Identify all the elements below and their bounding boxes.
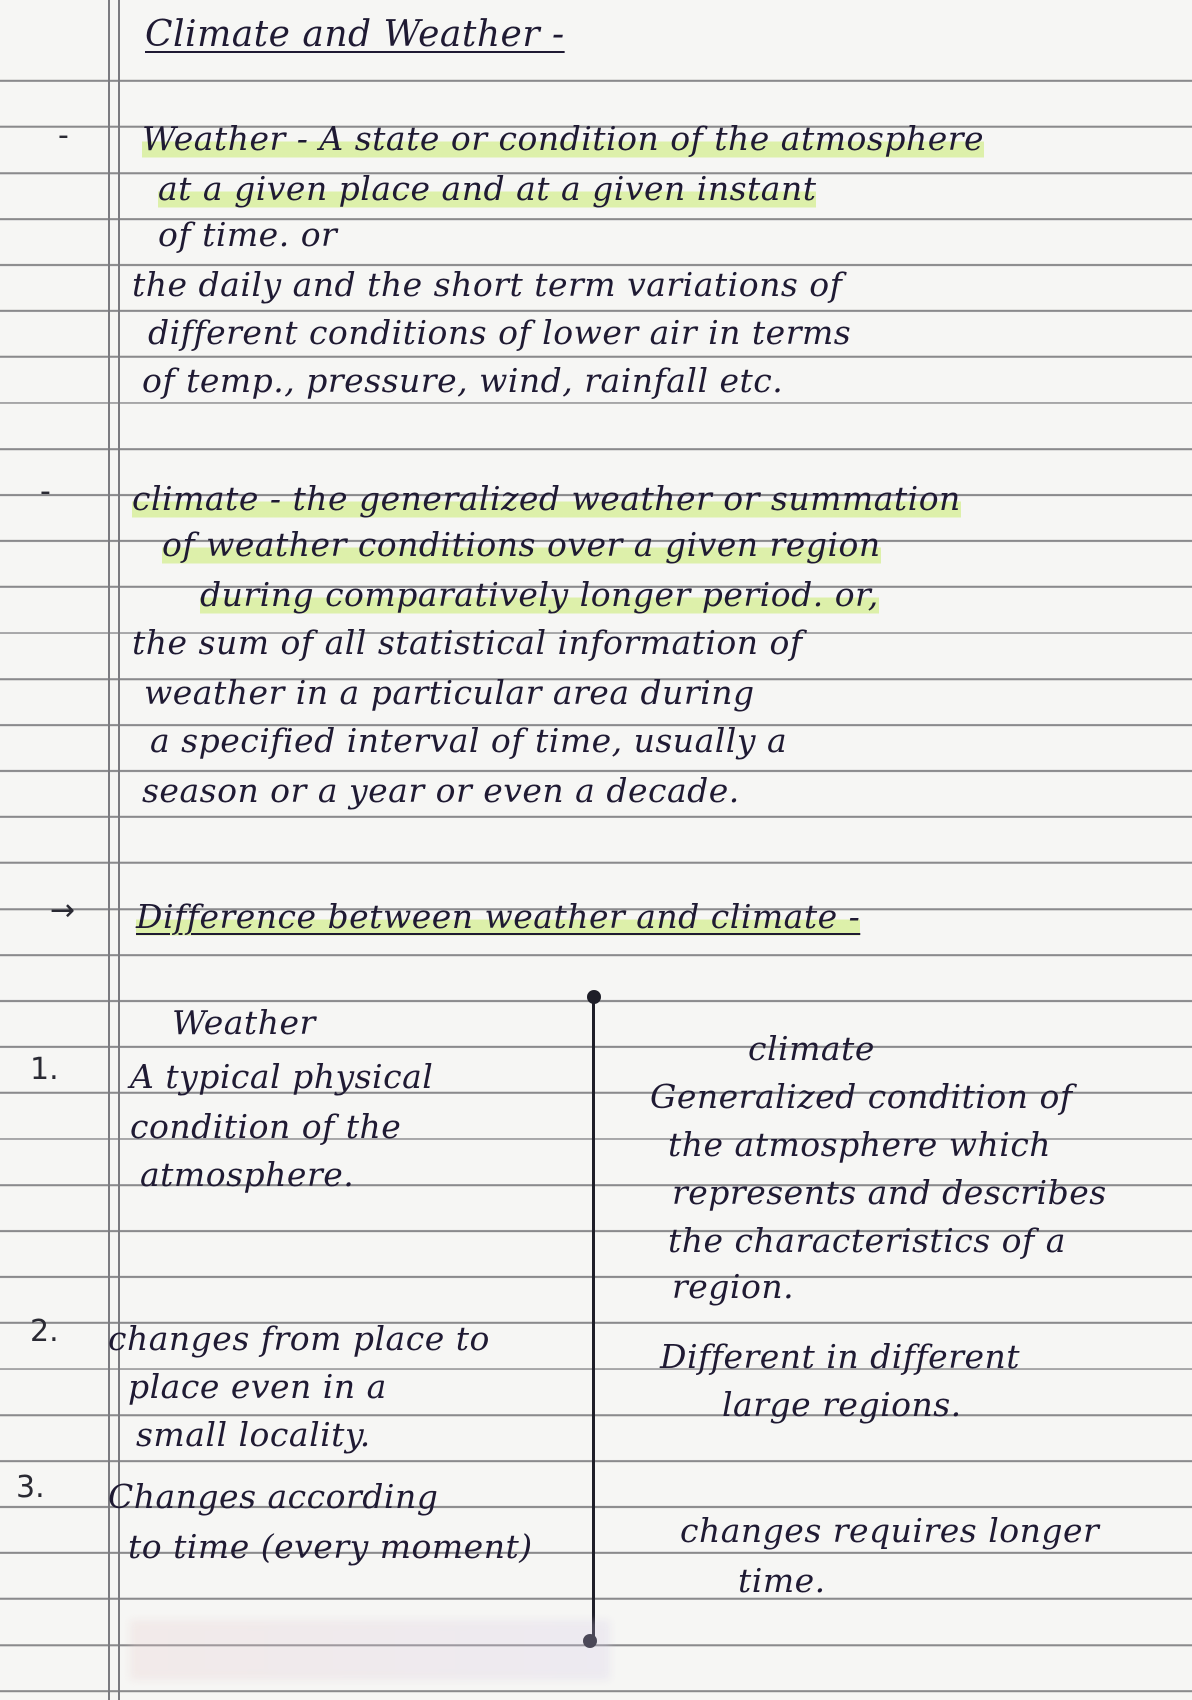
- weather-cell-line: condition of the: [130, 1107, 402, 1146]
- weather-def-line: of time. or: [158, 215, 338, 254]
- row-number: 3.: [16, 1470, 45, 1505]
- climate-cell-line: changes requires longer: [680, 1511, 1100, 1550]
- climate-def-line: climate - the generalized weather or summation: [132, 476, 961, 522]
- col-heading-climate: climate: [748, 1029, 875, 1068]
- difference-heading: Difference between weather and climate -: [136, 894, 860, 940]
- row-number: 2.: [30, 1314, 59, 1349]
- row-number: 1.: [30, 1052, 59, 1087]
- climate-cell-line: represents and describes: [672, 1173, 1107, 1212]
- divider-dot: [587, 990, 601, 1004]
- weather-cell-line: A typical physical: [130, 1057, 434, 1096]
- climate-def-line: season or a year or even a decade.: [142, 771, 740, 810]
- weather-def-line: different conditions of lower air in terms: [148, 313, 852, 352]
- weather-cell-line: atmosphere.: [140, 1155, 355, 1194]
- climate-cell-line: the atmosphere which: [668, 1125, 1052, 1164]
- climate-cell-line: Generalized condition of: [650, 1077, 1073, 1116]
- weather-cell-line: changes from place to: [108, 1319, 490, 1358]
- climate-def-line: a specified interval of time, usually a: [150, 721, 788, 760]
- col-heading-weather: Weather: [172, 1003, 316, 1042]
- arrow-icon: →: [50, 893, 76, 928]
- climate-def-line: the sum of all statistical information of: [132, 623, 803, 662]
- weather-def-line: of temp., pressure, wind, rainfall etc.: [142, 361, 784, 400]
- weather-def-line: at a given place and at a given instant: [158, 166, 816, 212]
- column-divider: [592, 997, 595, 1643]
- weather-def-line: the daily and the short term variations of: [132, 265, 843, 304]
- climate-cell-line: the characteristics of a: [668, 1221, 1066, 1260]
- bullet-dash: -: [58, 118, 69, 153]
- bullet-dash: -: [40, 474, 51, 509]
- climate-cell-line: time.: [738, 1561, 826, 1600]
- weather-cell-line: Changes according: [108, 1477, 439, 1516]
- weather-cell-line: place even in a: [128, 1367, 387, 1406]
- climate-def-line: weather in a particular area during: [144, 673, 755, 712]
- margin-line: [118, 0, 120, 1700]
- climate-cell-line: large regions.: [722, 1385, 962, 1424]
- page-title: Climate and Weather -: [145, 14, 565, 55]
- climate-def-line: during comparatively longer period. or,: [200, 572, 879, 618]
- weather-cell-line: small locality.: [136, 1415, 371, 1454]
- bleed-through-smudge: [130, 1620, 610, 1680]
- climate-cell-line: region.: [672, 1267, 795, 1306]
- weather-def-line: Weather - A state or condition of the atmosphere: [142, 116, 984, 162]
- weather-cell-line: to time (every moment): [128, 1527, 533, 1566]
- climate-cell-line: Different in different: [660, 1337, 1021, 1376]
- margin-line: [108, 0, 110, 1700]
- climate-def-line: of weather conditions over a given region: [162, 522, 881, 568]
